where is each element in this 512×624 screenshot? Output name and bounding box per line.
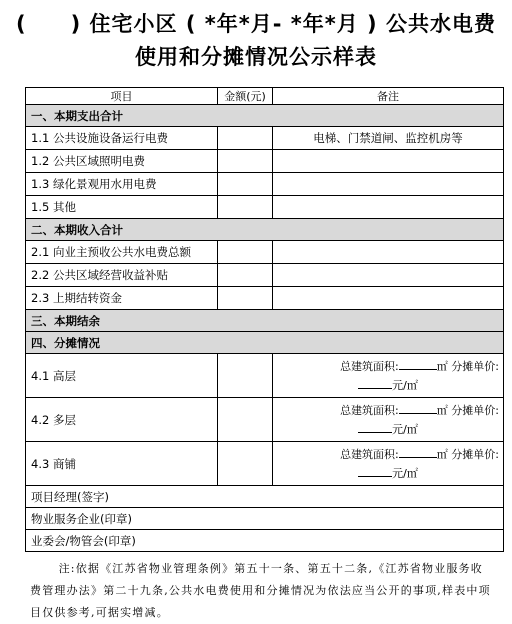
price-label: 分摊单价: <box>451 359 499 373</box>
amount-cell <box>218 398 273 442</box>
amount-cell <box>218 196 273 219</box>
signature-row <box>26 530 504 552</box>
item-label: 1.1 公共设施设备运行电费 <box>26 127 218 150</box>
note-cell: 电梯、门禁道闸、监控机房等 <box>273 127 504 150</box>
amount-cell <box>218 150 273 173</box>
item-label: 4.2 多层 <box>26 398 218 442</box>
header-amount: 金额(元) <box>218 88 273 105</box>
section-income: 二、本期收入合计 <box>26 219 504 241</box>
note-cell <box>273 150 504 173</box>
allocation-cell <box>273 354 504 398</box>
price-label: 分摊单价: <box>451 403 499 417</box>
header-item: 项目 <box>26 88 218 105</box>
table-row <box>26 150 504 173</box>
area-label: 总建筑面积: <box>340 359 399 373</box>
table-row <box>26 127 504 150</box>
area-label: 总建筑面积: <box>340 447 399 461</box>
table-row <box>26 264 504 287</box>
amount-cell <box>218 354 273 398</box>
amount-cell <box>218 127 273 150</box>
section-row <box>26 219 504 241</box>
note-cell <box>273 264 504 287</box>
table-row <box>26 354 504 398</box>
title-line-2: 使用和分摊情况公示样表 <box>135 45 377 69</box>
section-balance: 三、本期结余 <box>26 310 504 332</box>
allocation-cell <box>273 442 504 486</box>
table-row <box>26 287 504 310</box>
note-cell <box>273 196 504 219</box>
amount-cell <box>218 241 273 264</box>
table-row <box>26 442 504 486</box>
price-unit: 元/㎡ <box>392 378 418 392</box>
amount-cell <box>218 173 273 196</box>
area-unit: ㎡ <box>436 359 448 373</box>
note-cell <box>273 241 504 264</box>
note-cell <box>273 173 504 196</box>
title-line-1: ( ) 住宅小区 ( *年*月- *年*月 ) 公共水电费 <box>16 12 496 36</box>
signature-row <box>26 486 504 508</box>
note-cell <box>273 287 504 310</box>
signature-committee: 业委会/物管会(印章) <box>26 530 504 552</box>
item-label: 2.2 公共区域经营收益补贴 <box>26 264 218 287</box>
section-row <box>26 310 504 332</box>
item-label: 2.1 向业主预收公共水电费总额 <box>26 241 218 264</box>
table-row <box>26 241 504 264</box>
amount-cell <box>218 287 273 310</box>
section-row <box>26 105 504 127</box>
area-label: 总建筑面积: <box>340 403 399 417</box>
section-row <box>26 332 504 354</box>
price-unit: 元/㎡ <box>392 466 418 480</box>
footnote: 注:依据《江苏省物业管理条例》第五十一条、第五十二条,《江苏省物业服务收费管理办法》第二十九条,公共水电费使用和分摊情况为依法应当公开的事项,样表中项目仅供参考,可据实增减。 <box>30 562 491 619</box>
signature-manager: 项目经理(签字) <box>26 486 504 508</box>
amount-cell <box>218 264 273 287</box>
header-note: 备注 <box>273 88 504 105</box>
table-row <box>26 173 504 196</box>
item-label: 1.5 其他 <box>26 196 218 219</box>
item-label: 1.2 公共区域照明电费 <box>26 150 218 173</box>
area-unit: ㎡ <box>436 447 448 461</box>
table-row <box>26 398 504 442</box>
item-label: 2.3 上期结转资金 <box>26 287 218 310</box>
price-unit: 元/㎡ <box>392 422 418 436</box>
signature-company: 物业服务企业(印章) <box>26 508 504 530</box>
area-unit: ㎡ <box>436 403 448 417</box>
allocation-cell <box>273 398 504 442</box>
disclosure-table <box>25 87 504 552</box>
amount-cell <box>218 442 273 486</box>
item-label: 4.1 高层 <box>26 354 218 398</box>
item-label: 1.3 绿化景观用水用电费 <box>26 173 218 196</box>
section-expenditure: 一、本期支出合计 <box>26 105 504 127</box>
table-row <box>26 196 504 219</box>
section-allocation: 四、分摊情况 <box>26 332 504 354</box>
signature-row <box>26 508 504 530</box>
price-label: 分摊单价: <box>451 447 499 461</box>
item-label: 4.3 商铺 <box>26 442 218 486</box>
table-header-row <box>26 88 504 105</box>
